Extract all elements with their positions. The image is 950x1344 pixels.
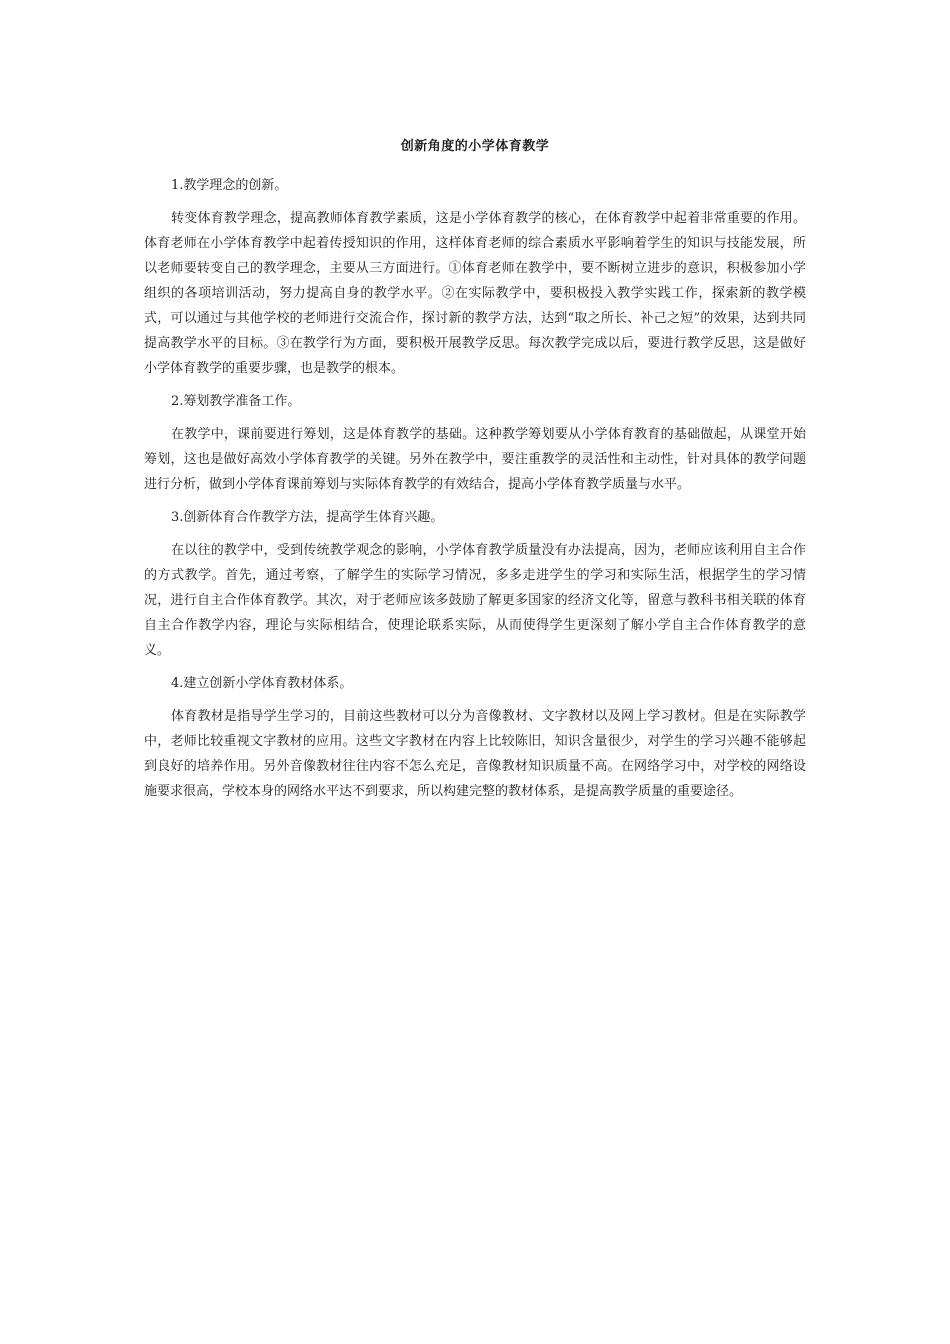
section-body-3: 在以往的教学中，受到传统教学观念的影响，小学体育教学质量没有办法提高，因为，老师应该利用自主合作的方式教学。首先，通过考察，了解学生的实际学习情况，多多走进学生的学习和实际生活，根据学生的学习情况，进行自主合作体育教学。其次，对于老师应该多鼓励了解更多国家的经济文化等，留意与教科书相关联的体育自主合作教学内容，理论与实际相结合，使理论联系实际，从而使得学生更深刻了解小学自主合作体育教学的意义。 [144,543,806,658]
section-heading-1: 1.教学理念的创新。 [171,178,288,193]
section-heading-2: 2.筹划教学准备工作。 [171,394,301,409]
document-page [144,0,806,804]
section-heading-4: 4.建立创新小学体育教材体系。 [171,676,353,691]
section-body-1: 转变体育教学理念，提高教师体育教学素质，这是小学体育教学的核心，在体育教学中起着非常重要的作用。体育老师在小学体育教学中起着传授知识的作用，这样体育老师的综合素质水平影响着学生的知识与技能发展，所以老师要转变自己的教学理念，主要从三方面进行。①体育老师在教学中，要不断树立进步的意识，积极参加小学组织的各项培训活动，努力提高自身的教学水平。②在实际教学中，要积极投入教学实践工作，探索新的教学模式，可以通过与其他学校的老师进行交流合作，探讨新的教学方法，达到“取之所长、补己之短”的效果，达到共同提高教学水平的目标。③在教学行为方面，要积极开展教学反思。每次教学完成以后，要进行教学反思，这是做好小学体育教学的重要步骤，也是教学的根本。 [144,211,806,376]
section-heading-3: 3.创新体育合作教学方法，提高学生体育兴趣。 [171,510,444,525]
section-body-2: 在教学中，课前要进行筹划，这是体育教学的基础。这种教学筹划要从小学体育教育的基础做起，从课堂开始筹划，这也是做好高效小学体育教学的关键。另外在教学中，要注重教学的灵活性和主动性，针对具体的教学问题进行分析，做到小学体育课前筹划与实际体育教学的有效结合，提高小学体育教学质量与水平。 [144,427,806,492]
document-title: 创新角度的小学体育教学 [400,139,550,154]
section-body-4: 体育教材是指导学生学习的，目前这些教材可以分为音像教材、文字教材以及网上学习教材。但是在实际教学中，老师比较重视文字教材的应用。这些文字教材在内容上比较陈旧，知识含量很少，对学生的学习兴趣不能够起到良好的培养作用。另外音像教材往往内容不怎么充足，音像教材知识质量不高。在网络学习中，对学校的网络设施要求很高，学校本身的网络水平达不到要求，所以构建完整的教材体系，是提高教学质量的重要途径。 [144,709,806,799]
